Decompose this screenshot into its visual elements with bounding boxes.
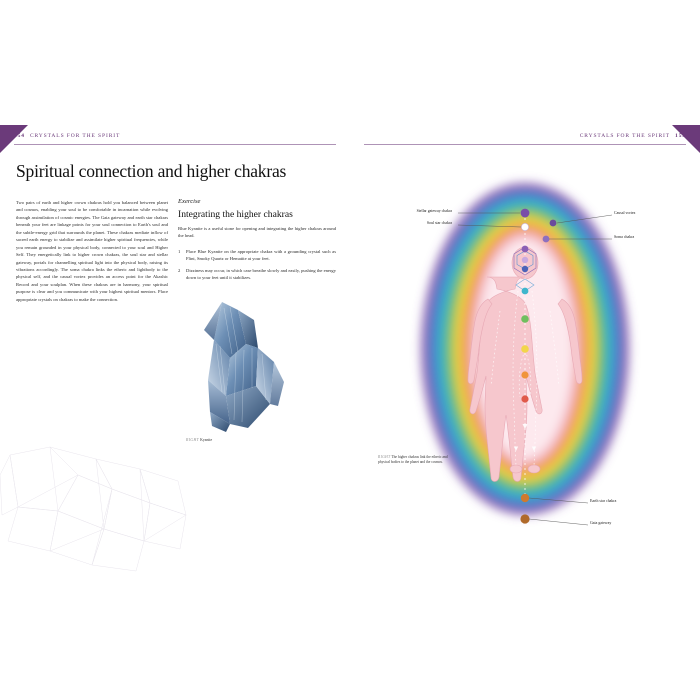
left-header-rule (14, 144, 336, 145)
caption-label: RIGHT (186, 438, 200, 442)
exercise-steps (178, 248, 336, 286)
book-spread (0, 125, 700, 575)
exercise-title: Integrating the higher chakras (178, 209, 293, 220)
geometry-watermark (0, 445, 200, 575)
left-running-head-text: CRYSTALS FOR THE SPIRIT (29, 133, 121, 139)
right-page (350, 125, 700, 575)
right-running-head (580, 133, 686, 139)
step-text: Place Blue Kyanite on the appropriate chakra with a grounding crystal such as Flint, Smoky Quartz or Hematite at your feet. (186, 249, 336, 262)
right-running-head-text: CRYSTALS FOR THE SPIRIT (579, 133, 671, 139)
label-soul-star-chakra: Soul star chakra (426, 221, 452, 225)
label-earth-star-chakra: Earth star chakra (590, 499, 617, 503)
caption-text: Kyanite (200, 438, 213, 442)
label-soma-chakra: Soma chakra (614, 235, 635, 239)
corner-triangle-decoration (0, 125, 28, 153)
left-page (0, 125, 350, 575)
exercise-label: Exercise (178, 198, 201, 205)
step-text: Dizziness may occur, in which case breathe slowly and easily, pushing the energy down to your feet until it stabilizes. (186, 267, 336, 281)
left-running-head (14, 133, 120, 139)
exercise-intro: Blue Kyanite is a useful stone for opening and integrating the higher chakras around the head. (178, 226, 336, 239)
label-gaia-gateway: Gaia gateway (590, 521, 612, 525)
label-stellar-gateway-chakra: Stellar gateway chakra (416, 209, 452, 213)
figure-caption (378, 455, 452, 465)
page-title: Spiritual connection and higher chakras (16, 161, 287, 181)
label-causal-vortex: Causal vortex (614, 211, 636, 215)
list-item (178, 267, 336, 282)
list-item (178, 248, 336, 263)
kyanite-crystal-photo (186, 300, 298, 435)
step-number: 1 (178, 249, 181, 254)
left-folio: 154 (14, 133, 25, 139)
right-folio: 155 (675, 133, 686, 139)
photo-caption (186, 438, 212, 442)
caption-text: The higher chakras link the etheric and physical bodies to the planet and the cosmos. (378, 455, 448, 465)
right-header-rule (364, 144, 686, 145)
corner-triangle-decoration (672, 125, 700, 153)
left-body-text: Two pairs of earth and higher crown chakras hold you balanced between planet and cosmos, enabling your soul to be comfortable in incarnation while evolving through assimilation of cosmic energies. The Gaia gateway and earth star chakras beneath your feet are linkage points for your soul connection to Earth's soul and the subtle-energy grid that surrounds the planet. These chakras mediate inflow of sacred earth energy to stabilize and assimilate higher spiritual frequencies, while you remain grounded in your physical body, connected to your soul and Higher Self. They energetically link to higher crown chakras, the soul star and stellar gateway, portals for channelling spiritual light into the physical body, raising its vibrations accordingly. The soma chakra links the etheric and lightbody to the physical self, and the causal vortex provides an access point for the Akashic Record and your soulplan. When these chakras are in harmony, your spiritual purpose is clear and you communicate with your highest spiritual mentors. Place appropriate crystals on chakras to make the connection. (16, 200, 168, 302)
caption-label: RIGHT (378, 455, 391, 459)
step-number: 2 (178, 267, 181, 273)
